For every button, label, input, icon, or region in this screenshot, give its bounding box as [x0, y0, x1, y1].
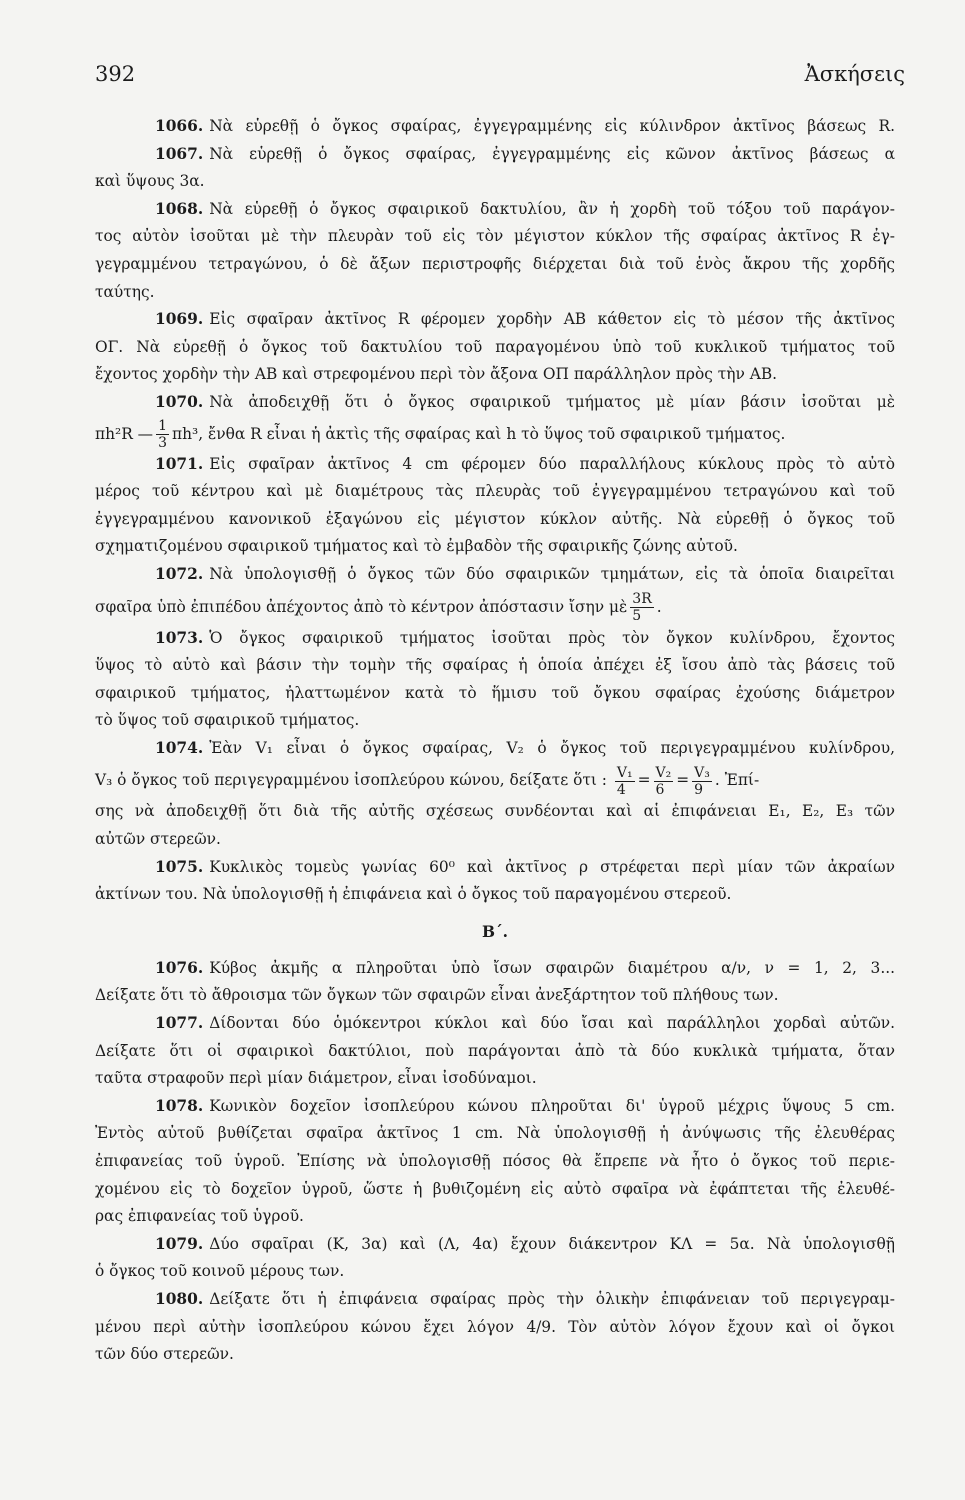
exercise-number: 1075.: [155, 857, 204, 876]
denominator: 5: [632, 608, 642, 624]
exercise-text-line: γεγραμμένου τετραγώνου, ὁ δὲ ἄξων περιστροφῆς διέρχεται διὰ τοῦ ἑνὸς ἄκρου τῆς χορδῆς: [95, 254, 895, 273]
fraction: [654, 766, 674, 797]
exercise-1080: [95, 1286, 895, 1314]
exercise-text: Νὰ εὑρεθῇ ὁ ὄγκος σφαιρικοῦ δακτυλίου, ἂν ἡ χορδὴ τοῦ τόξου τοῦ παράγον-: [209, 199, 895, 218]
exercise-text: Εἰς σφαῖραν ἀκτῖνος 4 cm φέρομεν δύο παραλλήλους κύκλους πρὸς τὸ αὐτὸ: [209, 454, 895, 473]
exercise-1066: [95, 113, 895, 141]
section-heading: Β΄.: [481, 922, 509, 941]
exercise-number: 1069.: [155, 310, 204, 329]
exercise-text-line: ἔχοντος χορδὴν τὴν ΑΒ καὶ στρεφομένου περὶ τὸν ἄξονα ΟΠ παράλληλον πρὸς τὴν ΑΒ.: [95, 365, 778, 384]
exercise-text-line: ἐγγεγραμμένου κανονικοῦ ἑξαγώνου εἰς μέγιστον κύκλον αὐτῆς. Νὰ εὑρεθῇ ὁ ὄγκος τοῦ: [95, 509, 895, 528]
exercise-text: Δίδονται δύο ὁμόκεντροι κύκλοι καὶ δύο ἴσαι καὶ παράλληλοι χορδαὶ αὐτῶν.: [209, 1014, 895, 1033]
exercise-number: 1076.: [155, 958, 204, 977]
denominator: 4: [616, 781, 626, 798]
exercise-text-line: τος αὐτὸν ἰσοῦται μὲ τὴν πλευρὰν τοῦ εἰς τὸν μέγιστον κύκλον τῆς σφαίρας ἀκτῖνος R ἐγ-: [95, 227, 895, 246]
numerator: 1: [158, 418, 167, 435]
exercise-1070: [95, 389, 895, 417]
numerator: V₃: [694, 764, 710, 781]
exercise-text-line: αὐτῶν στερεῶν.: [95, 830, 221, 849]
exercise-text-line: τῶν δύο στερεῶν.: [95, 1345, 234, 1364]
exercise-1075: [95, 854, 895, 882]
exercise-text: Κύβος ἀκμῆς α πληροῦται ὑπὸ ἴσων σφαιρῶν διαμέτρου α/ν, ν = 1, 2, 3...: [209, 958, 895, 977]
exercise-1071: [95, 451, 895, 479]
exercise-1074: [95, 735, 895, 763]
exercise-text-line: [95, 589, 895, 625]
formula-part: πh²R —: [95, 424, 154, 443]
exercise-number: 1070.: [155, 392, 204, 411]
exercise-text-line: τὸ ὕψος τοῦ σφαιρικοῦ τμήματος.: [95, 711, 360, 730]
exercise-text: Νὰ ἀποδειχθῇ ὅτι ὁ ὄγκος σφαιρικοῦ τμήματος μὲ μίαν βάσιν ἰσοῦται μὲ: [209, 392, 895, 411]
exercise-text-line: χομένου εἰς τὸ δοχεῖον ὑγροῦ, ὥστε ἡ βυθιζομένη εἰς αὐτὸ σφαῖρα νὰ ἐφάπτεται τῆς ἐλευθέ-: [95, 1179, 895, 1198]
exercise-1072: [95, 561, 895, 589]
exercise-1076: [95, 955, 895, 983]
exercise-text: Ἐὰν V₁ εἶναι ὁ ὄγκος σφαίρας, V₂ ὁ ὄγκος τοῦ περιγεγραμμένου κυλίνδρου,: [209, 738, 895, 757]
exercise-text-line: σφαιρικοῦ τμήματος, ἠλαττωμένον κατὰ τὸ ἥμισυ τοῦ ὄγκου σφαίρας ἐχούσης διάμετρον: [95, 683, 895, 702]
exercise-list: [95, 113, 895, 1369]
exercise-1077: [95, 1010, 895, 1038]
exercise-text: Νὰ εὑρεθῇ ὁ ὄγκος σφαίρας, ἐγγεγραμμένης εἰς κύλινδρον ἀκτῖνος βάσεως R.: [209, 117, 895, 135]
formula-line: [95, 417, 895, 451]
exercise-text-line: ἀκτίνων του. Νὰ ὑπολογισθῇ ἡ ἐπιφάνεια καὶ ὁ ὄγκος τοῦ παραγομένου στερεοῦ.: [95, 885, 732, 904]
exercise-text: σφαῖρα ὑπὸ ἐπιπέδου ἀπέχοντος ἀπὸ τὸ κέντρον ἀπόστασιν ἴσην μὲ: [95, 597, 628, 616]
exercise-text-line: καὶ ὕψους 3α.: [95, 172, 205, 191]
fraction: [692, 766, 712, 797]
exercise-text-line: Δείξατε ὅτι οἱ σφαιρικοὶ δακτύλιοι, ποὺ παράγονται ἀπὸ τὰ δύο κυκλικὰ τμήματα, ὅταν: [95, 1041, 895, 1060]
exercise-1079: [95, 1231, 895, 1259]
exercise-1069: [95, 306, 895, 334]
denominator: 9: [694, 781, 704, 798]
exercise-text: Ὁ ὄγκος σφαιρικοῦ τμήματος ἰσοῦται πρὸς τὸν ὄγκον κυλίνδρου, ἔχοντος: [209, 628, 895, 647]
fraction: [156, 419, 169, 450]
fraction: [630, 592, 653, 623]
equals-sign: =: [676, 771, 690, 790]
exercise-text: Νὰ εὑρεθῇ ὁ ὄγκος σφαίρας, ἐγγεγραμμένης εἰς κῶνον ἀκτῖνος βάσεως α: [209, 144, 895, 163]
exercise-number: 1066.: [155, 117, 204, 135]
exercise-text: Νὰ ὑπολογισθῇ ὁ ὄγκος τῶν δύο σφαιρικῶν τμημάτων, εἰς τὰ ὁποῖα διαιρεῖται: [209, 564, 895, 583]
exercise-text: V₃ ὁ ὄγκος τοῦ περιγεγραμμένου ἰσοπλεύρου κώνου, δείξατε ὅτι :: [95, 771, 607, 790]
exercise-text-line: μένου περὶ αὐτὴν ἰσοπλεύρου κώνου ἔχει λόγον 4/9. Τὸν αὐτὸν λόγον ἔχουν καὶ οἱ ὄγκοι: [95, 1317, 895, 1336]
numerator: V₂: [655, 764, 672, 781]
exercise-number: 1079.: [155, 1234, 204, 1253]
exercise-1073: [95, 625, 895, 653]
ratio-line: [95, 762, 895, 798]
exercise-text-line: σχηματιζομένου σφαιρικοῦ τμήματος καὶ τὸ ἐμβαδὸν τῆς σφαιρικῆς ζώνης αὐτοῦ.: [95, 537, 738, 556]
exercise-text-line: ὕψος τὸ αὐτὸ καὶ βάσιν τὴν τομὴν τῆς σφαίρας ἡ ὁποία ἀπέχει ἐξ ἴσου ἀπὸ τὰς βάσεις τοῦ: [95, 656, 895, 675]
exercise-text-line: σης νὰ ἀποδειχθῇ ὅτι διὰ τῆς αὐτῆς σχέσεως συνδέονται καὶ αἱ ἐπιφάνειαι E₁, E₂, E₃ τῶν: [95, 802, 895, 821]
exercise-text-line: ἐπιφανείας τοῦ ὑγροῦ. Ἐπίσης νὰ ὑπολογισθῇ πόσος θὰ ἔπρεπε νὰ ἦτο ὁ ὄγκος τοῦ περιε-: [95, 1152, 895, 1170]
exercise-text: Κωνικὸν δοχεῖον ἰσοπλεύρου κώνου πληροῦται δι' ὑγροῦ μέχρις ὕψους 5 cm.: [209, 1096, 895, 1115]
exercise-text-line: ὁ ὄγκος τοῦ κοινοῦ μέρους των.: [95, 1262, 345, 1281]
denominator: 6: [655, 781, 665, 798]
exercise-text-line: μέρος τοῦ κέντρου καὶ μὲ διαμέτρους τὰς πλευρὰς τοῦ ἐγγεγραμμένου τετραγώνου καὶ τοῦ: [95, 482, 895, 501]
exercise-number: 1068.: [155, 199, 204, 218]
exercise-text-line: ΟΓ. Νὰ εὑρεθῇ ὁ ὄγκος τοῦ δακτυλίου τοῦ παραγομένου ὑπὸ τοῦ κυκλικοῦ τμήματος τοῦ: [95, 337, 895, 356]
denominator: 3: [158, 435, 167, 452]
exercise-number: 1074.: [155, 738, 204, 757]
exercise-text: Κυκλικὸς τομεὺς γωνίας 60⁰ καὶ ἀκτῖνος ρ στρέφεται περὶ μίαν τῶν ἀκραίων: [209, 857, 895, 876]
numerator: V₁: [616, 764, 633, 781]
numerator: 3R: [632, 591, 652, 607]
exercise-1078: [95, 1093, 895, 1121]
exercise-text-line: ταύτης.: [95, 282, 155, 301]
exercise-number: 1073.: [155, 628, 204, 647]
exercise-text: Δείξατε ὅτι ἡ ἐπιφάνεια σφαίρας πρὸς τὴν ὁλικὴν ἐπιφάνειαν τοῦ περιγεγραμ-: [209, 1289, 895, 1308]
exercise-1067: [95, 141, 895, 169]
exercise-text-line: Δείξατε ὅτι τὸ ἄθροισμα τῶν ὄγκων τῶν σφαιρῶν εἶναι ἀνεξάρτητον τοῦ πλήθους των.: [95, 986, 779, 1005]
equals-sign: =: [637, 771, 651, 790]
exercise-text: . Ἐπί-: [714, 771, 760, 790]
exercise-number: 1067.: [155, 144, 204, 163]
punctuation: .: [656, 597, 662, 616]
exercise-text: Δύο σφαῖραι (Κ, 3α) καὶ (Λ, 4α) ἔχουν διάκεντρον ΚΛ = 5α. Νὰ ὑπολογισθῇ: [209, 1234, 895, 1253]
page-header: [95, 62, 905, 92]
exercise-number: 1080.: [155, 1289, 204, 1308]
exercise-number: 1071.: [155, 454, 204, 473]
exercise-text-line: ταῦτα στραφοῦν περὶ μίαν διάμετρον, εἶναι ἰσοδύναμοι.: [95, 1069, 537, 1088]
exercise-number: 1077.: [155, 1014, 204, 1033]
exercise-number: 1072.: [155, 564, 204, 583]
formula-part: πh³, ἔνθα R εἶναι ἡ ἀκτὶς τῆς σφαίρας καὶ h τὸ ὕψος τοῦ σφαιρικοῦ τμήματος.: [172, 424, 786, 443]
exercise-text: Εἰς σφαῖραν ἀκτῖνος R φέρομεν χορδὴν ΑΒ κάθετον εἰς τὸ μέσον τῆς ἀκτῖνος: [209, 310, 895, 329]
running-title: Ἀσκήσεις: [804, 62, 905, 86]
exercise-text-line: Ἐντὸς αὐτοῦ βυθίζεται σφαῖρα ἀκτῖνος 1 cm. Νὰ ὑπολογισθῇ ἡ ἀνύψωσις τῆς ἐλευθέρας: [95, 1124, 895, 1143]
fraction: [615, 766, 635, 797]
page-number: 392: [95, 62, 136, 86]
exercise-number: 1078.: [155, 1096, 204, 1115]
exercise-1068: [95, 196, 895, 224]
exercise-text-line: ρας ἐπιφανείας τοῦ ὑγροῦ.: [95, 1207, 304, 1226]
